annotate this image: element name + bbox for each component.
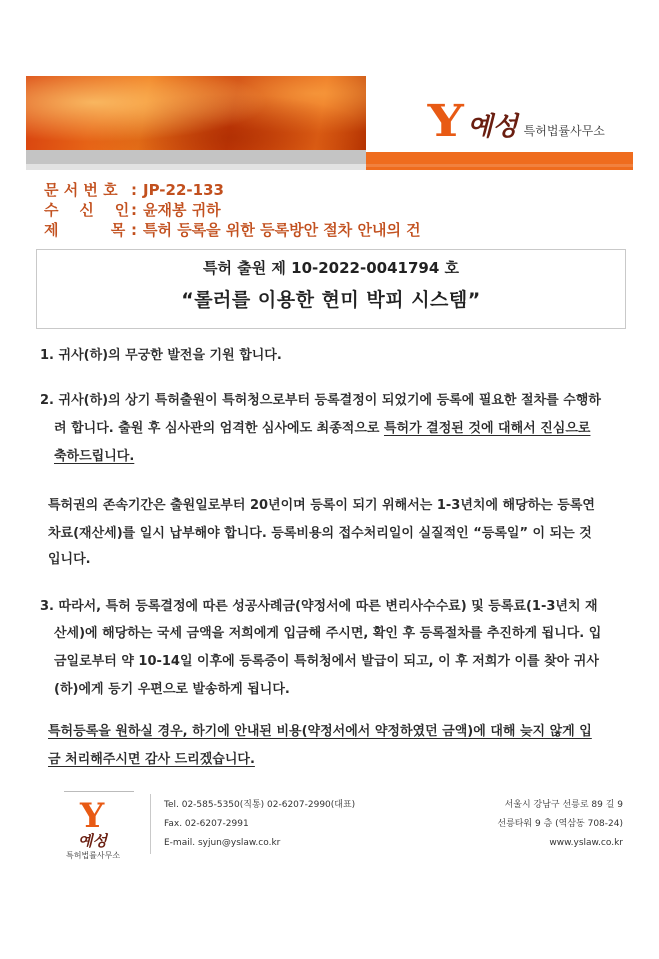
paragraph-4-line-3: 금일로부터 약 10-14일 이후에 등록증이 특허청에서 발급이 되고, 이 후 저희가 이를 찾아 귀사: [54, 654, 599, 669]
footer-logo-script: 예성: [78, 832, 107, 850]
footer-email[interactable]: E-mail. syjun@yslaw.co.kr: [164, 838, 281, 848]
recipient-value: 윤재봉 귀하: [143, 201, 221, 219]
logo-script: 예성: [467, 112, 518, 142]
footer-vertical-rule: [150, 794, 151, 854]
footer-logo-y-mark: Y: [80, 796, 105, 836]
paragraph-2-line-1: 2. 귀사(하)의 상기 특허출원이 특허청으로부터 등록결정이 되었기에 등록에 필요한 절차를 수행하: [40, 393, 601, 408]
paragraph-2-line-2-text: 려 합니다. 출원 후 심사관의 엄격한 심사에도 최종적으로: [54, 421, 384, 436]
footer-logo-subtitle: 특허법률사무소: [66, 851, 121, 860]
paragraph-4-line-1: 3. 따라서, 특허 등록결정에 따른 성공사례금(약정서에 따른 변리사수수료) 및 등록료(1-3년치 재: [40, 599, 598, 614]
subject-label: 제 목: [44, 221, 126, 239]
doc-number-label: 문 서 번 호: [44, 181, 118, 199]
paragraph-4-line-2: 산세)에 해당하는 국세 금액을 저희에게 입금해 주시면, 확인 후 등록절차를 추진하게 됩니다. 입: [54, 626, 602, 641]
footer-address-line-2: 선릉타워 9 층 (역삼동 708-24): [497, 819, 623, 829]
invention-title: “롤러를 이용한 현미 박피 시스템”: [181, 289, 481, 311]
paragraph-4-line-4: (하)에게 등기 우편으로 발송하게 됩니다.: [54, 682, 290, 697]
header-divider-highlight: [366, 164, 633, 167]
doc-number-colon: :: [131, 181, 137, 199]
footer-tel: Tel. 02-585-5350(직통) 02-6207-2990(대표): [164, 800, 356, 810]
subject-value: 특허 등록을 위한 등록방안 절차 안내의 건: [143, 221, 421, 239]
paragraph-1: 1. 귀사(하)의 무궁한 발전을 기원 합니다.: [40, 348, 282, 363]
paragraph-2-highlight: 특허가 결정된 것에 대해서 진심으로: [383, 421, 591, 436]
doc-number-row: [44, 180, 421, 200]
doc-number-value: JP-22-133: [143, 181, 224, 199]
footer-website[interactable]: www.yslaw.co.kr: [549, 838, 623, 848]
recipient-colon: :: [131, 201, 137, 219]
subject-row: [44, 220, 421, 240]
paragraph-2-line-3: 축하드립니다.: [54, 449, 135, 464]
paragraph-5-line-2: 금 처리해주시면 감사 드리겠습니다.: [48, 752, 255, 767]
subject-colon: :: [131, 221, 137, 239]
header-divider-orange: [366, 152, 633, 170]
header-gray-band: [26, 150, 366, 164]
document-meta: [44, 180, 421, 240]
header-divider-gray: [26, 164, 366, 170]
logo-y-mark: Y: [427, 96, 464, 147]
footer-divider: [64, 791, 134, 792]
company-logo: [427, 96, 605, 147]
paragraph-3-line-3: 입니다.: [48, 552, 91, 567]
footer-address: [497, 796, 623, 853]
footer-contact: [164, 796, 355, 853]
recipient-row: [44, 200, 421, 220]
recipient-label: 수 신 인: [44, 201, 130, 219]
paragraph-3-line-1: 특허권의 존속기간은 출원일로부터 20년이며 등록이 되기 위해서는 1-3년치에 해당하는 등록연: [48, 498, 595, 513]
footer-address-line-1: 서울시 강남구 선릉로 89 길 9: [504, 800, 623, 810]
paragraph-3-line-2: 차료(재산세)를 일시 납부해야 합니다. 등록비용의 접수처리일이 실질적인 “등록일” 이 되는 것: [48, 526, 592, 541]
paragraph-5-line-1: 특허등록을 원하실 경우, 하기에 안내된 비용(약정서에서 약정하였던 금액)에 대해 늦지 않게 입: [48, 724, 592, 739]
footer-fax: Fax. 02-6207-2991: [164, 819, 249, 829]
application-number: 특허 출원 제 10-2022-0041794 호: [203, 259, 459, 277]
paragraph-2-line-2: [54, 415, 590, 443]
logo-subtitle: 특허법률사무소: [523, 124, 605, 138]
